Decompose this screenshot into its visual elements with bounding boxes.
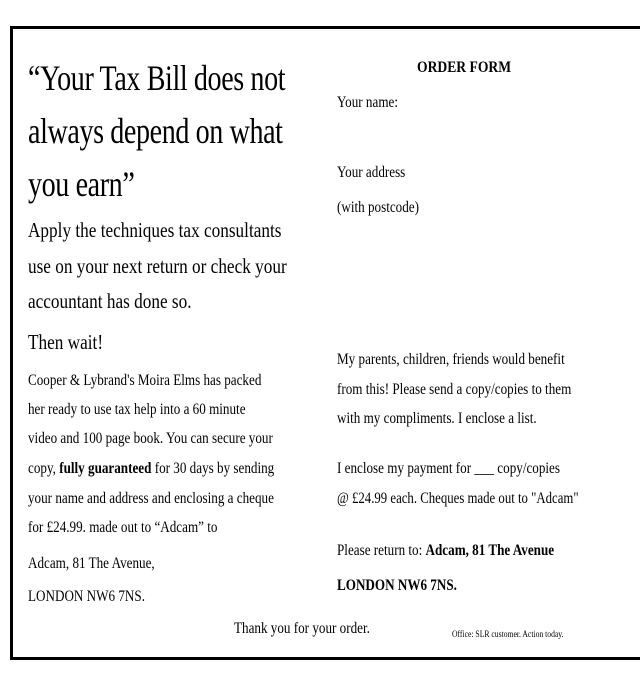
order-form-heading: ORDER FORM [417, 59, 512, 76]
body-line-4-prefix: copy, [28, 460, 60, 477]
headline-line-1: “Your Tax Bill does not [28, 58, 286, 98]
gift-text-line-2: from this! Please send a copy/copies to them [337, 381, 572, 398]
guarantee-emphasis: fully guaranteed [59, 460, 152, 477]
lead-line-3: accountant has done so. [28, 289, 192, 313]
address-line-2: LONDON NW6 7NS. [28, 588, 145, 605]
body-line-1: Cooper & Lybrand's Moira Elms has packed [28, 372, 262, 389]
postcode-field-label: (with postcode) [337, 199, 419, 216]
address-field-label: Your address [337, 164, 406, 181]
payment-text-line-2: @ £24.99 each. Cheques made out to "Adcam" [337, 490, 579, 507]
lead-line-4: Then wait! [28, 330, 104, 354]
return-address-bold: Adcam, 81 The Avenue [425, 542, 555, 559]
body-line-3: video and 100 page book. You can secure your [28, 430, 273, 447]
lead-line-1: Apply the techniques tax consultants [28, 218, 282, 242]
headline-line-2: always depend on what [28, 111, 283, 151]
body-line-5: your name and address and enclosing a cheque [28, 490, 274, 507]
body-line-4-suffix: for 30 days by sending [151, 460, 275, 477]
body-line-2: her ready to use tax help into a 60 minute [28, 401, 246, 418]
return-prefix: Please return to: [337, 542, 426, 559]
return-address-line-1 [337, 542, 602, 560]
thank-you-text: Thank you for your order. [234, 620, 370, 637]
body-line-4 [28, 460, 328, 478]
lead-line-2: use on your next return or check your [28, 254, 287, 278]
payment-text-line-1: I enclose my payment for ___ copy/copies [337, 460, 560, 477]
office-note: Office: SLR customer. Action today. [452, 629, 564, 639]
headline-line-3: you earn” [28, 164, 135, 204]
gift-text-line-3: with my compliments. I enclose a list. [337, 410, 537, 427]
name-field-label: Your name: [337, 94, 398, 111]
gift-text-line-1: My parents, children, friends would benefit [337, 351, 565, 368]
address-line-1: Adcam, 81 The Avenue, [28, 555, 155, 572]
return-address-line-2: LONDON NW6 7NS. [337, 577, 457, 594]
body-line-6: for £24.99. made out to “Adcam” to [28, 519, 218, 536]
